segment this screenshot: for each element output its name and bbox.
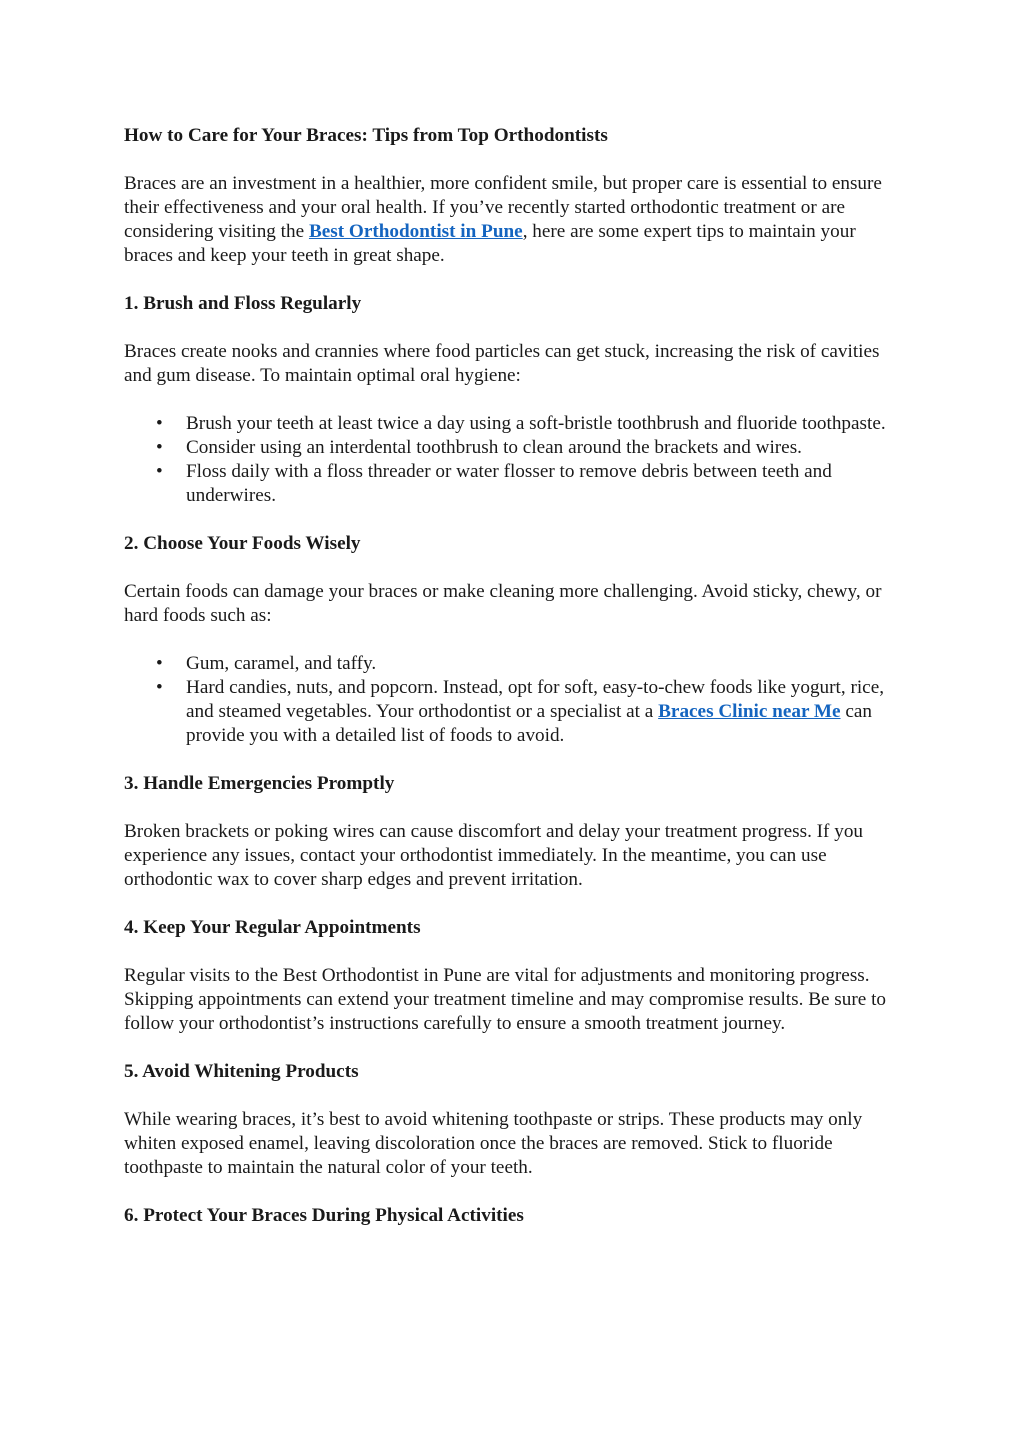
section-3-heading: 3. Handle Emergencies Promptly [124,773,395,794]
section-1-text: Braces create nooks and crannies where food particles can get stuck, increasing the risk of cavities and gum disease. To maintain optimal oral hygiene: [124,341,880,386]
list-item-text-end: can provide you with a detailed list of foods to avoid. [186,701,872,746]
bullet-icon: • [156,677,163,698]
list-item-text: Gum, caramel, and taffy. [186,653,377,674]
list-item-text: Hard candies, nuts, and popcorn. Instead, opt for soft, easy-to-chew foods like yogurt, rice, and steamed vegetables. Your orthodontist or a specialist at a [186,677,885,722]
section-4-text: Regular visits to the Best Orthodontist in Pune are vital for adjustments and monitoring progress. Skipping appointments can extend your treatment timeline and may compromise results. Be sure to follow your orthodontist’s instructions carefully to ensure a smooth treatment journey. [124,965,887,1034]
section-2-text: Certain foods can damage your braces or make cleaning more challenging. Avoid sticky, chewy, or hard foods such as: [124,581,882,626]
section-6-heading: 6. Protect Your Braces During Physical Activities [124,1205,524,1226]
bullet-icon: • [156,461,163,482]
section-5-heading: 5. Avoid Whitening Products [124,1061,359,1082]
list-item [124,652,904,676]
list-item [124,460,904,508]
list-item [124,436,904,460]
section-1-heading: 1. Brush and Floss Regularly [124,293,362,314]
section-2-list [124,652,904,748]
section-5-text: While wearing braces, it’s best to avoid whitening toothpaste or strips. These products may only whiten exposed enamel, leaving discoloration once the braces are removed. Stick to fluoride toothpaste to maintain the natural color of your teeth. [124,1109,863,1178]
list-item [124,676,904,748]
braces-clinic-link[interactable]: Braces Clinic near Me [658,701,841,722]
list-item [124,412,904,436]
page-title: How to Care for Your Braces: Tips from Top Orthodontists [124,125,608,146]
best-orthodontist-link[interactable]: Best Orthodontist in Pune [308,221,523,242]
section-4-heading: 4. Keep Your Regular Appointments [124,917,421,938]
list-item-text: Brush your teeth at least twice a day using a soft-bristle toothbrush and fluoride toothpaste. [186,413,886,434]
intro-text-end: , here are some expert tips to maintain your braces and keep your teeth in great shape. [124,221,856,266]
bullet-icon: • [156,437,163,458]
section-3-text: Broken brackets or poking wires can cause discomfort and delay your treatment progress. If you experience any issues, contact your orthodontist immediately. In the meantime, you can use orthodontic wax to cover sharp edges and prevent irritation. [124,821,864,890]
bullet-icon: • [156,653,163,674]
list-item-text: Floss daily with a floss threader or water flosser to remove debris between teeth and underwires. [186,461,832,506]
intro-text-start: Braces are an investment in a healthier, more confident smile, but proper care is essential to ensure their effectiveness and your oral health. If you’ve recently started orthodontic treatment or are considering visiting the [124,173,882,242]
document-page [124,124,904,1228]
section-2-heading: 2. Choose Your Foods Wisely [124,533,361,554]
intro-paragraph [124,172,904,268]
list-item-text: Consider using an interdental toothbrush to clean around the brackets and wires. [186,437,802,458]
bullet-icon: • [156,413,163,434]
section-1-list [124,412,904,508]
